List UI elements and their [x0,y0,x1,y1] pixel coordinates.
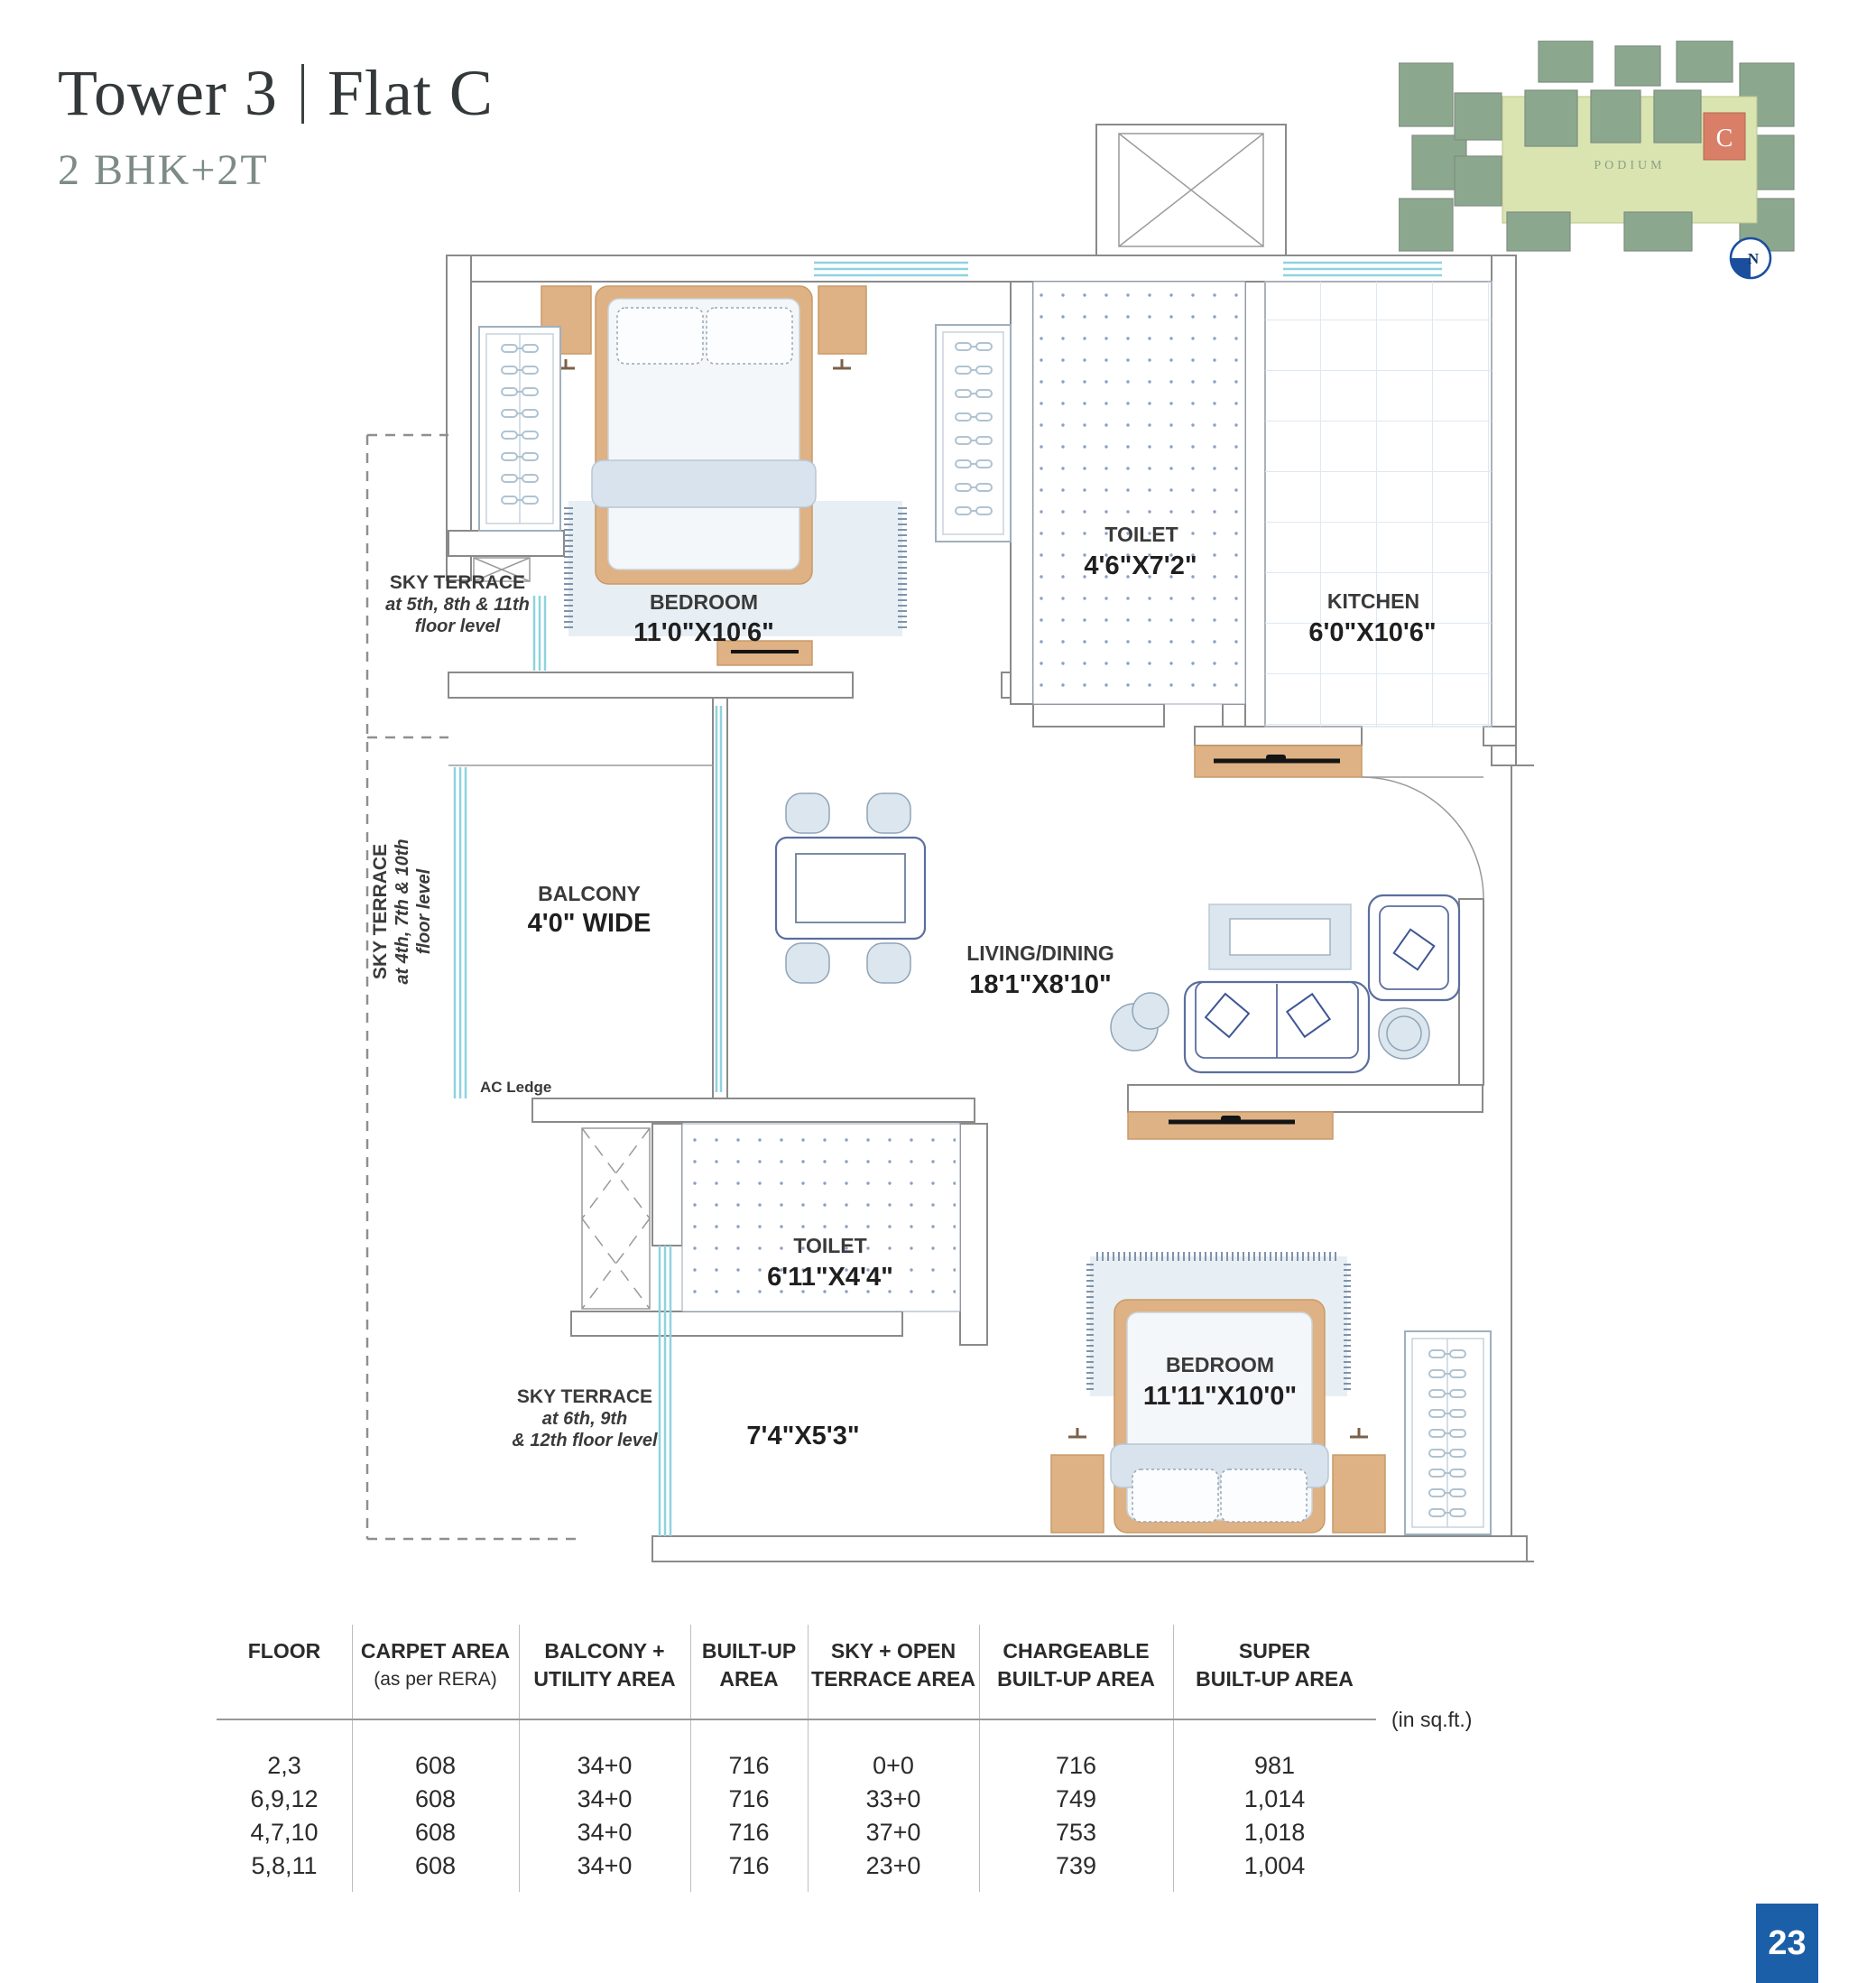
bedroom1-label: BEDROOM [649,590,759,614]
north-letter: N [1747,250,1760,267]
col-floor: FLOOR [247,1639,321,1663]
sky-terrace-lower-line2: at 6th, 9th [541,1409,628,1429]
service-shaft [1096,125,1286,255]
entrance-door [1362,777,1483,899]
table-rows [217,1749,1376,1883]
living-label: LIVING/DINING [966,941,1114,965]
coffee-table-rug [1209,904,1351,969]
unit-c-label: C [1715,125,1733,153]
kitchen-dims: 6'0"X10'6" [1308,618,1437,647]
window-balcony-west [455,767,466,1098]
area-table [217,1625,1473,1895]
col-chargeable: CHARGEABLE BUILT-UP AREA [997,1639,1155,1691]
unit-type-subtitle: 2 BHK+2T [58,146,269,194]
col-sky-open-terrace: SKY + OPEN TERRACE AREA [811,1639,975,1691]
tv-console [1128,1112,1333,1139]
toilet1-label: TOILET [1104,523,1178,546]
podium-label: PODIUM [1594,159,1666,172]
unit-note: (in sq.ft.) [1391,1708,1473,1731]
double-bed [592,286,816,584]
toilet2-label: TOILET [793,1234,867,1257]
toilet1-floor [1039,287,1240,699]
sky-terrace-left-label: SKY TERRACE [370,843,391,980]
bedroom2-dims: 11'11"X10'0" [1142,1382,1298,1411]
north-arrow-icon [1725,233,1776,283]
pillow [1132,1469,1218,1522]
sofa [1185,982,1369,1072]
toilet2-dims: 6'11"X4'4" [767,1263,893,1292]
dining-table [776,793,925,983]
window-top-2 [1281,257,1444,280]
bedroom2-label: BEDROOM [1165,1353,1275,1376]
nightstand [818,286,866,354]
kitchen-label: KITCHEN [1326,589,1420,613]
terrace-dims: 7'4"X5'3" [746,1422,860,1450]
col-super-built-up: SUPER BUILT-UP AREA [1196,1639,1354,1691]
kitchen-counter [1195,746,1362,777]
sky-terrace-lower-line3: & 12th floor level [512,1431,658,1450]
window-terrace-lower [660,1246,670,1536]
window-bedroom1-west [534,596,545,671]
table-row: 6,9,12 608 34+0 716 33+0 749 1,014 [250,1785,1306,1812]
pillow [707,308,792,364]
title-divider [301,64,304,124]
blanket [592,460,816,507]
closet [936,325,1011,542]
terrace-ledge [582,1128,650,1309]
bedroom1-dims: 11'0"X10'6" [633,618,774,647]
title-flat: Flat C [327,57,494,129]
balcony-label: BALCONY [538,882,641,905]
col-balcony-utility: BALCONY + UTILITY AREA [533,1639,676,1691]
nightstand [1333,1455,1385,1533]
floor-plan [257,117,1534,1580]
sky-terrace-upper-line2: at 5th, 8th & 11th [385,595,530,615]
ac-ledge-label: AC Ledge [480,1079,552,1096]
table-header [217,1625,1376,1693]
sky-terrace-upper-line3: floor level [414,616,501,636]
wardrobe [479,327,560,531]
col-carpet-area: CARPET AREA (as per RERA) [360,1639,511,1690]
sky-terrace-left-line3: floor level [414,868,434,955]
col-built-up: BUILT-UP AREA [701,1639,797,1691]
sky-terrace-left-line2: at 4th, 7th & 10th [393,839,412,985]
kitchen-floor [1265,282,1492,727]
window-top-1 [812,257,970,280]
pillow [617,308,703,364]
header-rule [217,1719,1376,1720]
table-row: 5,8,11 608 34+0 716 23+0 739 1,004 [251,1852,1306,1879]
balcony-dims: 4'0" WIDE [527,909,652,938]
table-row: 4,7,10 608 34+0 716 37+0 753 1,018 [250,1819,1306,1846]
pillow [1221,1469,1307,1522]
nightstand [1051,1455,1104,1533]
title-tower: Tower 3 [58,57,278,129]
living-dims: 18'1"X8'10" [969,970,1112,999]
wardrobe [1405,1331,1491,1534]
page-number: 23 [1768,1923,1807,1962]
table-row: 2,3 608 34+0 716 0+0 716 981 [267,1752,1296,1779]
sky-terrace-lower-label: SKY TERRACE [516,1386,653,1407]
toilet1-dims: 4'6"X7'2" [1084,551,1197,580]
armchair [1369,895,1459,1000]
cooktop [1266,755,1286,761]
page-number-badge [1756,1904,1818,1983]
double-bed [1111,1300,1328,1533]
sky-terrace-upper-label: SKY TERRACE [389,572,526,593]
